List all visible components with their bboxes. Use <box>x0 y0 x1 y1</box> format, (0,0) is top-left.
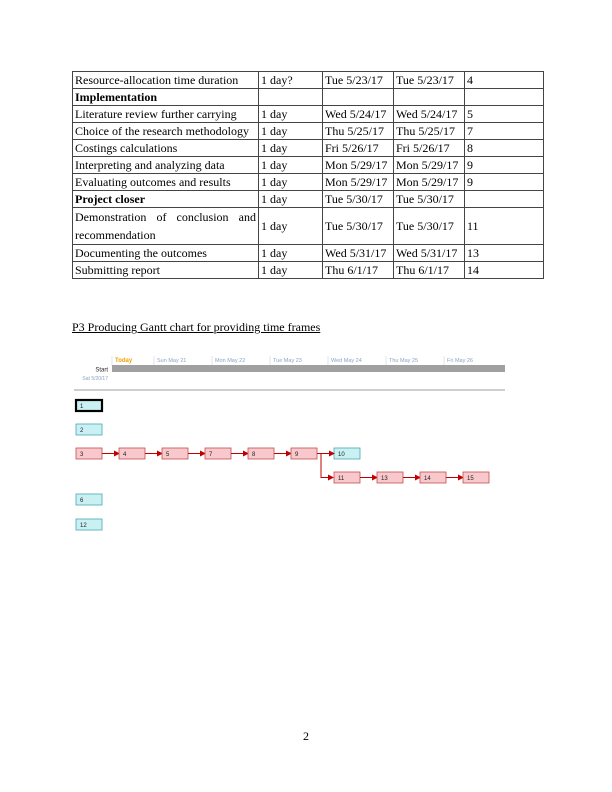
cell-duration: 1 day <box>259 106 323 123</box>
cell-pred: 11 <box>465 208 544 245</box>
cell-name: Demonstration of conclusion and recommendation <box>73 208 259 245</box>
task-node-id: 6 <box>80 498 84 504</box>
cell-duration <box>259 89 323 106</box>
task-node-id: 1 <box>80 404 84 410</box>
task-node <box>463 472 489 483</box>
cell-start: Thu 6/1/17 <box>323 262 394 279</box>
cell-pred <box>465 191 544 208</box>
timeline-date: Tue May 23 <box>273 358 302 364</box>
task-node-id: 5 <box>166 452 170 458</box>
cell-pred: 14 <box>465 262 544 279</box>
task-node-id: 8 <box>252 452 256 458</box>
table-row <box>73 106 544 123</box>
gantt-chart <box>74 352 508 537</box>
cell-pred <box>465 89 544 106</box>
cell-finish: Tue 5/30/17 <box>394 191 465 208</box>
task-node <box>334 472 360 483</box>
cell-pred: 9 <box>465 174 544 191</box>
cell-finish: Wed 5/31/17 <box>394 245 465 262</box>
cell-finish: Tue 5/23/17 <box>394 72 465 89</box>
timeline-header <box>74 356 505 390</box>
cell-start: Mon 5/29/17 <box>323 157 394 174</box>
cell-start <box>323 89 394 106</box>
task-node <box>291 448 317 459</box>
cell-duration: 1 day <box>259 191 323 208</box>
cell-duration: 1 day <box>259 123 323 140</box>
table-row <box>73 72 544 89</box>
cell-finish: Thu 6/1/17 <box>394 262 465 279</box>
task-node <box>248 448 274 459</box>
cell-pred: 4 <box>465 72 544 89</box>
start-date: Sat 5/20/17 <box>82 376 108 382</box>
cell-start: Thu 5/25/17 <box>323 123 394 140</box>
task-node-id: 7 <box>209 452 213 458</box>
cell-name: Costings calculations <box>73 140 259 157</box>
table-row <box>73 123 544 140</box>
cell-start: Fri 5/26/17 <box>323 140 394 157</box>
section-heading: P3 Producing Gantt chart for providing time frames <box>72 320 321 334</box>
cell-duration: 1 day? <box>259 72 323 89</box>
start-label: Start <box>95 367 108 374</box>
task-node <box>205 448 231 459</box>
task-node <box>334 448 360 459</box>
cell-pred: 5 <box>465 106 544 123</box>
cell-name: Implementation <box>73 89 259 106</box>
timeline-date: Fri May 26 <box>447 358 473 364</box>
task-node <box>377 472 403 483</box>
timeline-date: Thu May 25 <box>389 358 419 364</box>
cell-name: Resource-allocation time duration <box>73 72 259 89</box>
task-node <box>76 400 102 411</box>
table-row <box>73 208 544 245</box>
timeline-date: Sun May 21 <box>157 358 187 364</box>
task-node <box>76 519 102 530</box>
cell-duration: 1 day <box>259 140 323 157</box>
cell-start: Wed 5/31/17 <box>323 245 394 262</box>
table-row <box>73 245 544 262</box>
cell-start: Tue 5/30/17 <box>323 208 394 245</box>
cell-name: Submitting report <box>73 262 259 279</box>
cell-start: Wed 5/24/17 <box>323 106 394 123</box>
cell-finish <box>394 89 465 106</box>
cell-name: Interpreting and analyzing data <box>73 157 259 174</box>
task-node-id: 4 <box>123 452 127 458</box>
cell-duration: 1 day <box>259 208 323 245</box>
cell-name: Literature review further carrying <box>73 106 259 123</box>
task-node-id: 11 <box>338 476 345 482</box>
dependency-arrow <box>321 454 333 478</box>
network-diagram <box>76 400 489 530</box>
cell-finish: Mon 5/29/17 <box>394 174 465 191</box>
task-node-id: 13 <box>381 476 388 482</box>
cell-duration: 1 day <box>259 157 323 174</box>
task-node-id: 10 <box>338 452 345 458</box>
cell-finish: Wed 5/24/17 <box>394 106 465 123</box>
cell-start: Tue 5/23/17 <box>323 72 394 89</box>
task-node <box>420 472 446 483</box>
cell-duration: 1 day <box>259 262 323 279</box>
cell-duration: 1 day <box>259 245 323 262</box>
task-node <box>162 448 188 459</box>
cell-finish: Mon 5/29/17 <box>394 157 465 174</box>
cell-name: Documenting the outcomes <box>73 245 259 262</box>
cell-finish: Thu 5/25/17 <box>394 123 465 140</box>
task-node-id: 14 <box>424 476 431 482</box>
table-row <box>73 262 544 279</box>
timeline-bar <box>112 365 505 372</box>
task-node-id: 12 <box>80 523 87 529</box>
cell-start: Mon 5/29/17 <box>323 174 394 191</box>
timeline-date: Wed May 24 <box>331 358 362 364</box>
task-node <box>76 424 102 435</box>
page-number: 2 <box>303 729 309 743</box>
cell-finish: Fri 5/26/17 <box>394 140 465 157</box>
task-table <box>72 71 544 279</box>
task-node <box>76 494 102 505</box>
task-node-id: 3 <box>80 452 84 458</box>
table-row <box>73 89 544 106</box>
task-node-id: 9 <box>295 452 299 458</box>
cell-name: Evaluating outcomes and results <box>73 174 259 191</box>
timeline-date: Mon May 22 <box>215 358 246 364</box>
cell-pred: 8 <box>465 140 544 157</box>
table-row <box>73 191 544 208</box>
today-label: Today <box>115 358 133 364</box>
cell-start: Tue 5/30/17 <box>323 191 394 208</box>
task-node <box>119 448 145 459</box>
task-node-id: 2 <box>80 428 84 434</box>
table-row <box>73 174 544 191</box>
cell-pred: 13 <box>465 245 544 262</box>
table-row <box>73 157 544 174</box>
cell-name: Project closer <box>73 191 259 208</box>
task-node <box>76 448 102 459</box>
cell-finish: Tue 5/30/17 <box>394 208 465 245</box>
table-row <box>73 140 544 157</box>
cell-duration: 1 day <box>259 174 323 191</box>
cell-pred: 9 <box>465 157 544 174</box>
cell-name: Choice of the research methodology <box>73 123 259 140</box>
cell-pred: 7 <box>465 123 544 140</box>
task-node-id: 15 <box>467 476 474 482</box>
